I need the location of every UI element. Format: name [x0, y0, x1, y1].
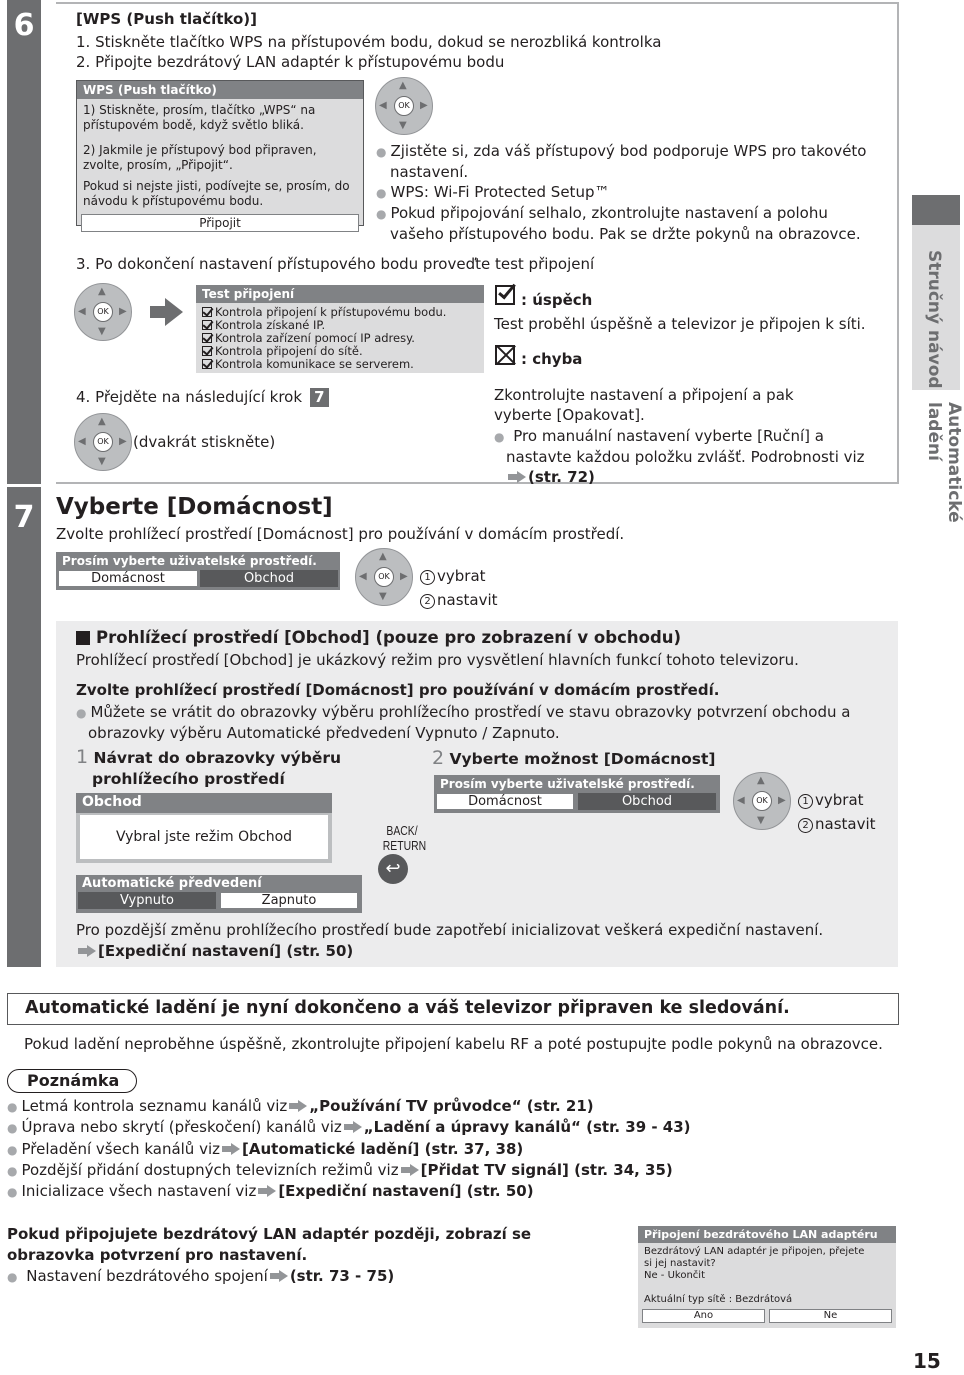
wps-panel-header: WPS (Push tlačítko) [77, 81, 363, 99]
fail-text-1: Zkontrolujte nastavení a připojení a pak vyberte [Opakovat]. [494, 386, 794, 424]
remote-pad-3 [74, 413, 132, 471]
step7-number: 7 [13, 500, 35, 535]
fail-icon [495, 345, 515, 365]
test-item: Kontrola zařízení pomocí IP adresy. [202, 332, 478, 345]
note-item: ● Přeladění všech kanálů viz [Automatické ladění] (str. 37, 38) [7, 1139, 691, 1160]
arrow-left-icon: ◀ [737, 795, 745, 806]
arrow-up-icon: ▲ [757, 775, 765, 786]
check-icon [202, 359, 212, 369]
note-item: ● Inicializace všech nastavení viz [Expediční nastavení] (str. 50) [7, 1181, 691, 1202]
shop-info-title: Prohlížecí prostředí [Obchod] (pouze pro zobrazení v obchodu) [96, 628, 682, 647]
reference-arrow-icon [78, 945, 96, 957]
wps-note-2: ● WPS: Wi-Fi Protected Setup™ [376, 182, 876, 203]
arrow-right-icon [150, 298, 184, 326]
later-change-text: Pro pozdější změnu prohlížecího prostředí bude zapotřebí inicializovat veškerá expediční nastavení. [76, 921, 824, 939]
arrow-down-icon: ▼ [98, 456, 106, 467]
arrow-left-icon: ◀ [78, 436, 86, 447]
arrow-right-icon: ▶ [119, 436, 127, 447]
test-panel [196, 285, 484, 373]
success-label: : úspěch [521, 291, 593, 309]
demo-panel [76, 875, 362, 913]
wps-panel-p2: 2) Jakmile je přístupový bod připraven, zvolte, prosím, „Připojit“. [83, 143, 317, 172]
test-item: Kontrola připojení do sítě. [202, 345, 478, 358]
shop-screen-message: Vybral jste režim Obchod [80, 815, 328, 859]
fail-ref[interactable]: (str. 72) [528, 468, 595, 486]
arrow-down-icon: ▼ [98, 326, 106, 337]
check-icon [202, 307, 212, 317]
lan-yes-button[interactable]: Ano [642, 1309, 765, 1323]
done-title: Automatické ladění je nyní dokončeno a váš televizor připraven ke sledování. [25, 998, 790, 1018]
step6-sub4: 4. Přejděte na následující krok 7 [76, 388, 329, 407]
done-banner [7, 993, 899, 1025]
wps-panel [76, 80, 364, 230]
arrow-up-icon: ▲ [399, 80, 407, 91]
arrow-down-icon: ▼ [399, 120, 407, 131]
step7-title: Vyberte [Domácnost] [56, 494, 333, 520]
ok-button-icon: OK [374, 567, 394, 587]
wps-note-3: ● Pokud připojování selhalo, zkontrolujte nastavení a polohu vašeho přístupového bodu. Pak se držte pokynů na obrazovce. [376, 203, 876, 244]
ok-button-icon: OK [93, 302, 113, 322]
lan-panel-line1: Bezdrátový LAN adaptér je připojen, přejete si jej nastavit? [644, 1246, 865, 1269]
select-hint-2: 1 vybrat [798, 791, 864, 809]
step6-sub3: 3. Po dokončení nastavení přístupového bodu proveďte test připojení [76, 255, 595, 273]
arrow-up-icon: ▲ [98, 286, 106, 297]
remote-pad-4 [355, 548, 413, 606]
side-tab-quick-guide-label: Stručný návod [924, 250, 944, 389]
env-panel-2 [434, 775, 720, 813]
arrow-right-icon: ▶ [420, 100, 428, 111]
ok-button-icon: OK [394, 96, 414, 116]
square-bullet-icon [76, 631, 90, 645]
connect-button[interactable]: Připojit [81, 214, 359, 232]
reference-arrow-icon [258, 1185, 276, 1197]
success-icon [495, 285, 515, 305]
shop-screen [76, 793, 332, 863]
demo-option-on[interactable]: Zapnuto [220, 892, 358, 909]
back-return-icon: ↩ [378, 854, 408, 884]
note-item: ● Úprava nebo skrytí (přeskočení) kanálů viz „Ladění a úpravy kanálů“ (str. 39 - 43) [7, 1117, 691, 1138]
reference-arrow-icon [270, 1270, 288, 1282]
test-item: Kontrola získané IP. [202, 319, 478, 332]
step-number-badge: 7 [310, 388, 329, 407]
note-item: ● Pozdější přidání dostupných televizních režimů viz [Přidat TV signál] (str. 34, 35) [7, 1160, 691, 1181]
note-item: ● Letmá kontrola seznamu kanálů viz „Používání TV průvodce“ (str. 21) [7, 1096, 691, 1117]
reference-arrow-icon [222, 1143, 240, 1155]
lan-panel-line3: Aktuální typ sítě : Bezdrátová [644, 1294, 793, 1305]
reference-arrow-icon [344, 1121, 362, 1133]
demo-panel-header: Automatické předvedení [82, 876, 262, 891]
ok-button-icon: OK [752, 791, 772, 811]
step6-bar [7, 0, 41, 484]
select-hint: 1 vybrat [420, 567, 486, 585]
shop-info-desc: Prohlížecí prostředí [Obchod] je ukázkový režim pro vysvětlení hlavních funkcí tohoto televizoru. [76, 651, 799, 669]
remote-pad-5 [733, 772, 791, 830]
wps-notes [376, 141, 876, 244]
step6-line1: 1. Stiskněte tlačítko WPS na přístupovém bodu, dokud se nerozbliká kontrolka [76, 33, 662, 51]
env-panel-2-header: Prosím vyberte uživatelské prostředí. [440, 777, 695, 791]
env-option-shop[interactable]: Obchod [200, 570, 338, 587]
set-hint: 2 nastavit [420, 591, 498, 609]
note-label: Poznámka [7, 1069, 137, 1093]
env-option-home[interactable]: Domácnost [58, 570, 198, 587]
step6-number: 6 [13, 8, 35, 43]
arrow-up-icon: ▲ [98, 416, 106, 427]
reference-arrow-icon [401, 1164, 419, 1176]
reference-arrow-icon [289, 1100, 307, 1112]
success-text: Test proběhl úspěšně a televizor je připojen k síti. [494, 315, 866, 333]
step6-title: [WPS (Push tlačítko)] [76, 10, 258, 28]
arrow-down-icon: ▼ [379, 591, 387, 602]
env2-option-home[interactable]: Domácnost [436, 793, 574, 810]
step7-bar [7, 487, 41, 967]
lan-panel [638, 1226, 896, 1328]
page-number: 15 [913, 1349, 941, 1373]
lan-panel-header: Připojení bezdrátového LAN adaptéru [638, 1226, 896, 1243]
shop-info-bold: Zvolte prohlížecí prostředí [Domácnost] pro používání v domácím prostředí. [76, 681, 720, 699]
reference-arrow-icon [508, 471, 526, 483]
env-panel [56, 552, 340, 590]
later-lan-bold: Pokud připojujete bezdrátový LAN adaptér později, zobrazí se obrazovka potvrzení pro nastavení. [7, 1225, 532, 1264]
back-return-label: BACK/ RETURN [382, 823, 427, 853]
shop-screen-header: Obchod [76, 793, 332, 813]
side-tab-quick-guide[interactable] [912, 195, 960, 390]
test-item: Kontrola komunikace se serverem. [202, 358, 478, 371]
check-icon [202, 333, 212, 343]
check-icon [202, 320, 212, 330]
test-panel-header: Test připojení [196, 285, 484, 303]
remote-pad-2 [74, 283, 132, 341]
arrow-up-icon: ▲ [379, 551, 387, 562]
set-hint-2: 2 nastavit [798, 815, 876, 833]
check-icon [202, 346, 212, 356]
later-lan-bullet: ● Nastavení bezdrátového spojení (str. 73 - 75) [7, 1267, 394, 1285]
side-tab-auto-tuning[interactable] [912, 390, 964, 580]
test-item: Kontrola připojení k přístupovému bodu. [202, 306, 478, 319]
ok-button-icon: OK [93, 432, 113, 452]
side-tab-auto-tuning-label: Automatické ladění [924, 402, 964, 523]
arrow-left-icon: ◀ [78, 306, 86, 317]
substep-2-title: 2 Vyberte možnost [Domácnost] [432, 747, 716, 769]
lan-no-button[interactable]: Ne [769, 1309, 892, 1323]
arrow-right-icon: ▶ [778, 795, 786, 806]
wps-note-1: ● Zjistěte si, zda váš přístupový bod podporuje WPS pro takovéto nastavení. [376, 141, 876, 182]
env-panel-header: Prosím vyberte uživatelské prostředí. [56, 552, 340, 570]
press-twice-text: (dvakrát stiskněte) [133, 433, 276, 451]
remote-pad-1 [375, 77, 433, 135]
done-text: Pokud ladění neproběhne úspěšně, zkontrolujte připojení kabelu RF a poté postupujte podle pokynů na obrazovce. [24, 1035, 883, 1053]
wps-panel-p1: 1) Stiskněte, prosím, tlačítko „WPS“ na přístupovém bodě, když světlo bliká. [83, 103, 316, 132]
arrow-down-icon: ▼ [757, 815, 765, 826]
arrow-left-icon: ◀ [379, 100, 387, 111]
wps-panel-p3: Pokud si nejste jisti, podívejte se, prosím, do návodu k přístupovému bodu. [83, 179, 350, 208]
step7-subtitle: Zvolte prohlížecí prostředí [Domácnost] pro používání v domácím prostředí. [56, 525, 625, 543]
demo-option-off[interactable]: Vypnuto [78, 892, 216, 909]
fail-text-2: ● Pro manuální nastavení vyberte [Ruční] a nastavte každou položku zvlášť. Podrobnosti viz(str. 72) [494, 426, 884, 487]
fail-label: : chyba [521, 350, 583, 368]
arrow-left-icon: ◀ [359, 571, 367, 582]
arrow-right-icon: ▶ [119, 306, 127, 317]
later-change-ref: [Expediční nastavení] (str. 50) [76, 942, 353, 960]
note-list [7, 1096, 691, 1202]
arrow-right-icon: ▶ [400, 571, 408, 582]
shop-info-bullet: ● Můžete se vrátit do obrazovky výběru prohlížecího prostředí ve stavu obrazovky potvrzení obchodu a obrazovky výběru Automatické předvedení Vypnuto / Zapnuto. [76, 702, 884, 743]
step6-line2: 2. Připojte bezdrátový LAN adaptér k přístupovému bodu [76, 53, 505, 71]
lan-panel-line2: Ne - Ukončit [644, 1270, 706, 1281]
substep-1-title: 1 Návrat do obrazovky výběru prohlížecího prostředí [76, 746, 342, 788]
env2-option-shop[interactable]: Obchod [578, 793, 716, 810]
